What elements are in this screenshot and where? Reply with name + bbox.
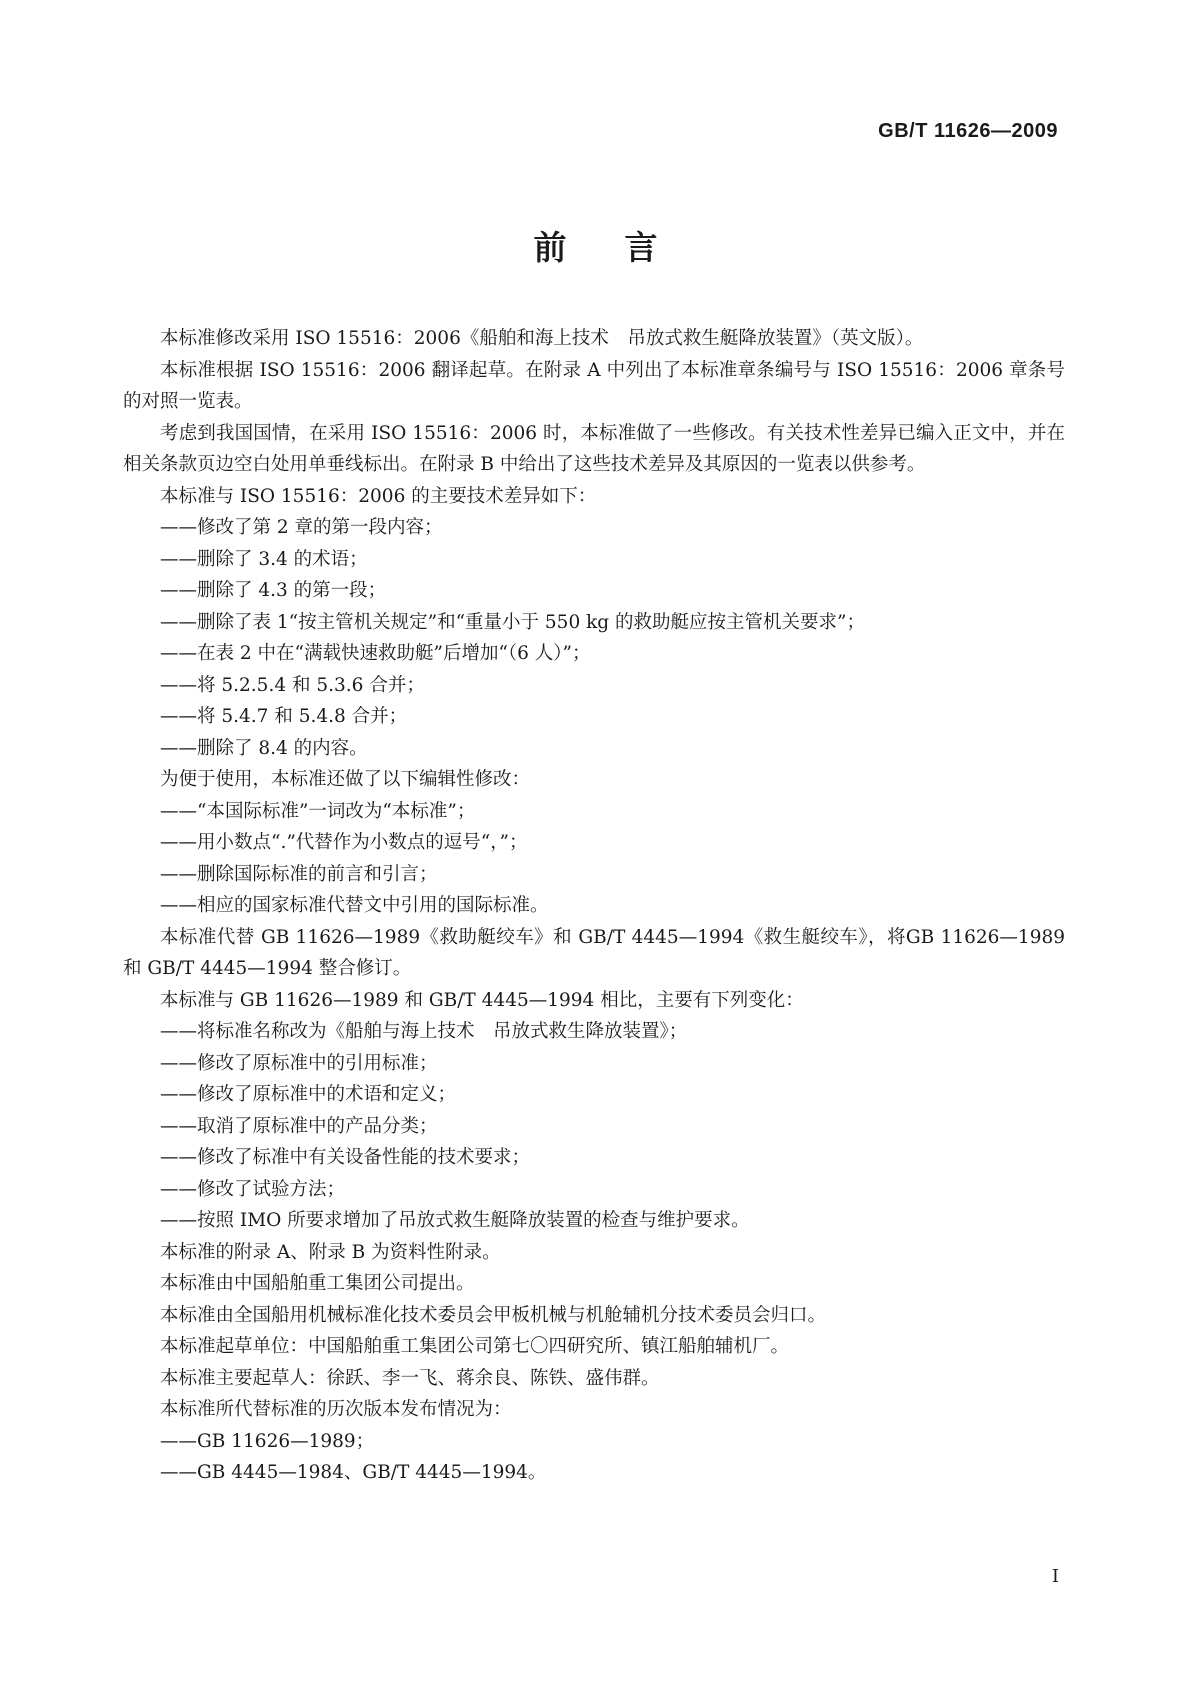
paragraph-editorial-intro: 为便于使用，本标准还做了以下编辑性修改：: [160, 769, 531, 790]
list-item: ——删除了 4.3 的第一段；: [160, 580, 387, 601]
list-item: ——删除了 3.4 的术语；: [160, 548, 368, 570]
list-item: ——在表 2 中在“满载快速救助艇”后增加“（6 人）”；: [160, 643, 591, 664]
list-item: ——删除了表 1“按主管机关规定”和“重量小于 550 kg 的救助艇应按主管机关要求”；: [160, 611, 865, 633]
standard-code: GB/T 11626—2009: [878, 120, 1058, 142]
paragraph-annexes: 本标准的附录 A、附录 B 为资料性附录。: [160, 1241, 501, 1263]
list-item: ——相应的国家标准代替文中引用的国际标准。: [160, 895, 549, 916]
list-item: ——修改了试验方法；: [160, 1178, 346, 1200]
paragraph-drafting-units: 本标准起草单位：中国船舶重工集团公司第七〇四研究所、镇江船舶辅机厂。: [160, 1336, 790, 1357]
list-item: ——取消了原标准中的产品分类；: [160, 1115, 438, 1137]
paragraph-replaces: 本标准代替 GB 11626—1989《救助艇绞车》和 GB/T 4445—1994《救生艇绞车》，将GB 11626—1989和 GB/T 4445—1994 整合修订。: [123, 926, 1065, 979]
document-body: [123, 323, 1065, 1489]
list-item: ——“本国际标准”一词改为“本标准”；: [160, 800, 476, 822]
list-item: ——将 5.4.7 和 5.4.8 合并；: [160, 706, 408, 727]
list-item: ——按照 IMO 所要求增加了吊放式救生艇降放装置的检查与维护要求。: [160, 1210, 750, 1231]
list-item: ——用小数点“.”代替作为小数点的逗号“，”；: [160, 832, 528, 853]
list-item: ——修改了原标准中的术语和定义；: [160, 1084, 457, 1105]
paragraph-translation: 本标准根据 ISO 15516：2006 翻译起草。在附录 A 中列出了本标准章条编号与 ISO 15516：2006 章条号的对照一览表。: [123, 359, 1065, 412]
paragraph-modifications: 考虑到我国国情，在采用 ISO 15516：2006 时，本标准做了一些修改。有关技术性差异已编入正文中，并在相关条款页边空白处用单垂线标出。在附录 B 中给出了这些技术差异及其原因的一览表以供参考。: [123, 422, 1065, 475]
paragraph-changes-intro: 本标准与 GB 11626—1989 和 GB/T 4445—1994 相比，主要有下列变化：: [160, 989, 804, 1011]
list-item: ——将 5.2.5.4 和 5.3.6 合并；: [160, 674, 425, 696]
paragraph-proposed-by: 本标准由中国船舶重工集团公司提出。: [160, 1273, 475, 1294]
paragraph-previous-editions-intro: 本标准所代替标准的历次版本发布情况为：: [160, 1399, 512, 1420]
list-item: ——修改了第 2 章的第一段内容；: [160, 517, 443, 538]
list-item: ——删除国际标准的前言和引言；: [160, 863, 438, 885]
list-item: ——修改了原标准中的引用标准；: [160, 1052, 438, 1074]
list-item: ——修改了标准中有关设备性能的技术要求；: [160, 1147, 531, 1168]
page-title: 前言: [533, 228, 716, 267]
list-item: ——GB 11626—1989；: [160, 1430, 375, 1452]
page-number: I: [1051, 1566, 1059, 1587]
paragraph-drafters: 本标准主要起草人：徐跃、李一飞、蒋余良、陈铁、盛伟群。: [160, 1367, 660, 1389]
list-item: ——删除了 8.4 的内容。: [160, 737, 368, 759]
paragraph-technical-differences-intro: 本标准与 ISO 15516：2006 的主要技术差异如下：: [160, 485, 597, 507]
paragraph-centralized-by: 本标准由全国船用机械标准化技术委员会甲板机械与机舱辅机分技术委员会归口。: [160, 1304, 827, 1326]
list-item: ——GB 4445—1984、GB/T 4445—1994。: [160, 1462, 547, 1483]
list-item: ——将标准名称改为《船舶与海上技术 吊放式救生降放装置》；: [160, 1021, 688, 1042]
paragraph-adoption: 本标准修改采用 ISO 15516：2006《船舶和海上技术 吊放式救生艇降放装置》（英文版）。: [160, 328, 924, 349]
